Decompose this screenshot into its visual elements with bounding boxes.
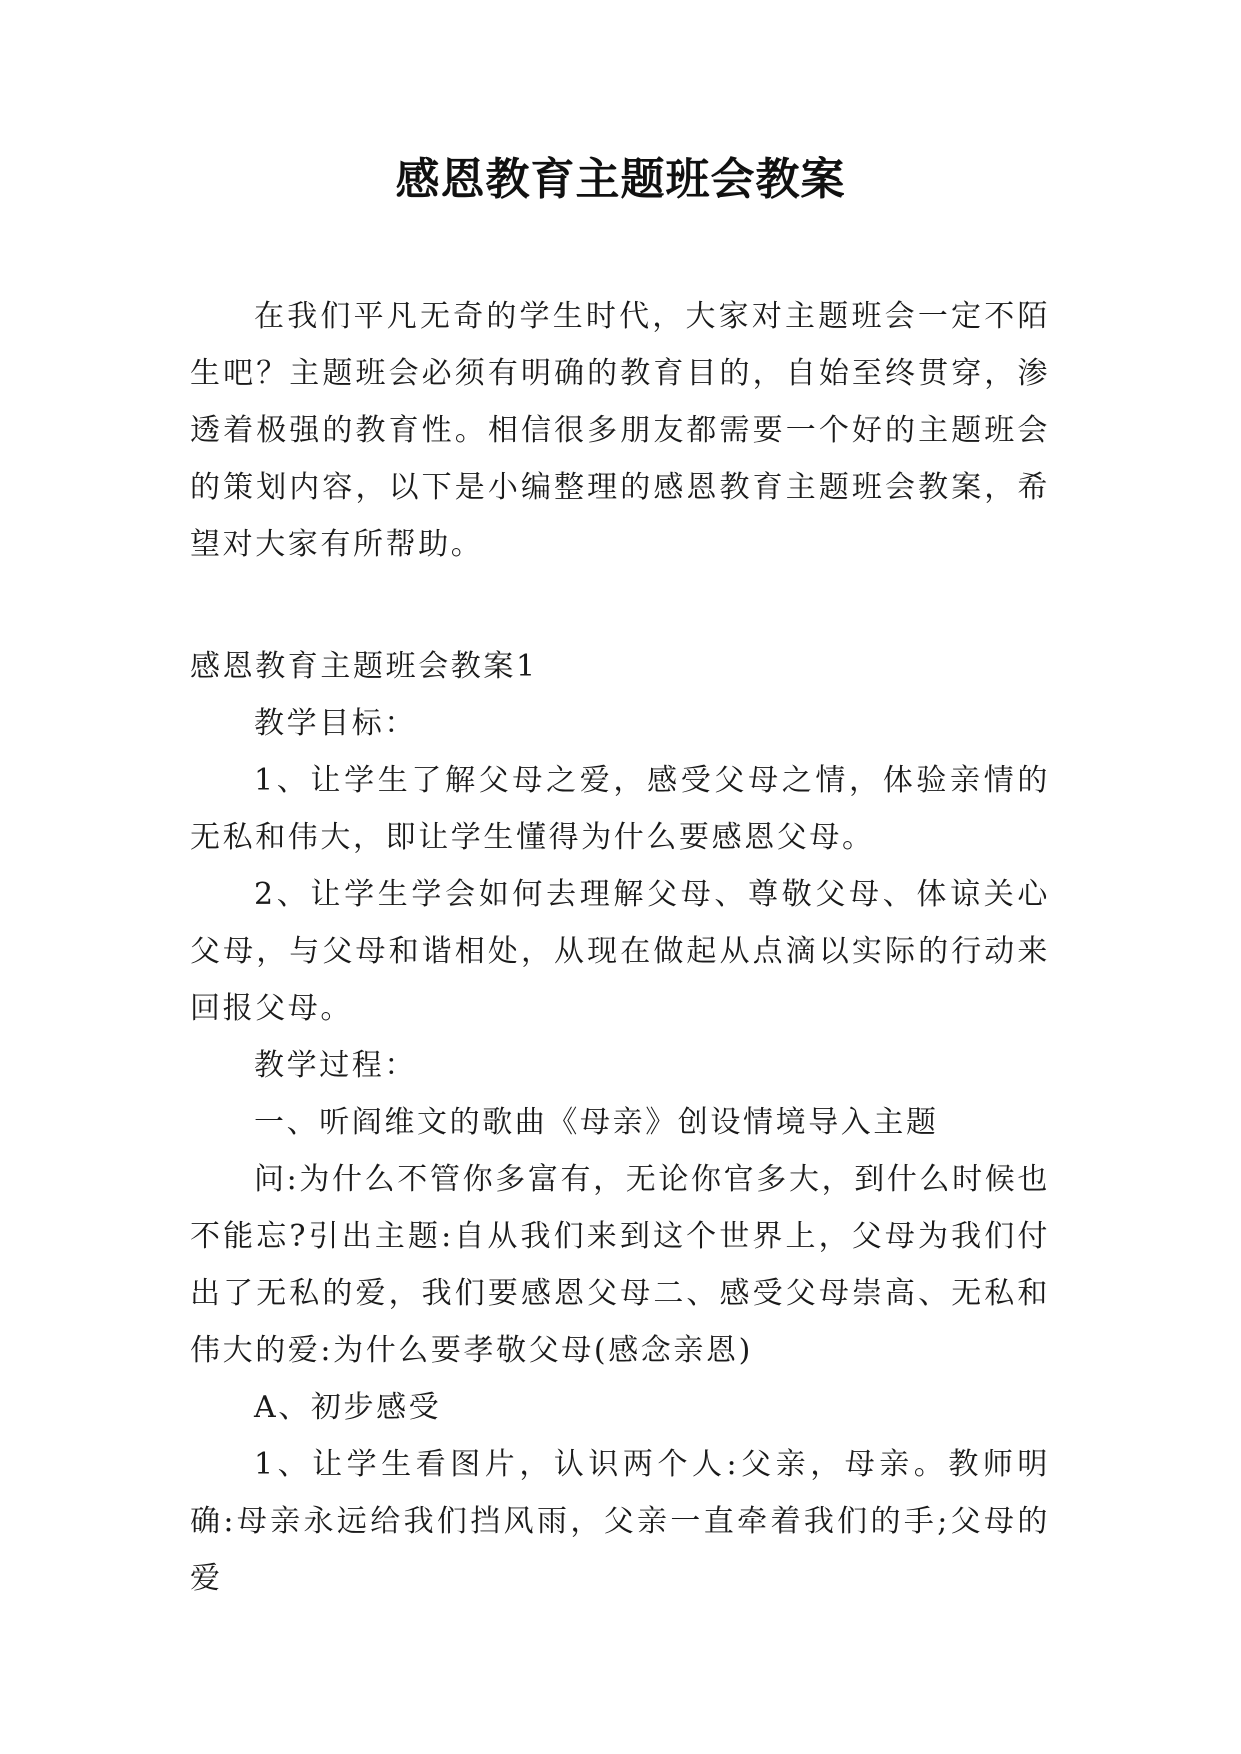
activity-item-1: 1、让学生看图片，认识两个人:父亲，母亲。教师明确:母亲永远给我们挡风雨，父亲一直牵着我们的手;父母的爱 — [190, 1447, 1050, 1596]
goal-item-2: 2、让学生学会如何去理解父母、尊敬父母、体谅关心父母，与父母和谐相处，从现在做起从点滴以实际的行动来回报父母。 — [190, 877, 1050, 1026]
teaching-process-label: 教学过程： — [254, 1048, 417, 1083]
goal-item-1: 1、让学生了解父母之爱，感受父母之情，体验亲情的无私和伟大，即让学生懂得为什么要感恩父母。 — [190, 763, 1050, 855]
intro-block — [190, 288, 1050, 573]
intro-paragraph: 在我们平凡无奇的学生时代，大家对主题班会一定不陌生吧？主题班会必须有明确的教育目的，自始至终贯穿，渗透着极强的教育性。相信很多朋友都需要一个好的主题班会的策划内容，以下是小编整理的感恩教育主题班会教案，希望对大家有所帮助。 — [190, 299, 1050, 562]
section-heading: 感恩教育主题班会教案1 — [190, 649, 538, 684]
lesson-plan-1 — [190, 638, 1050, 1607]
subsection-a: A、初步感受 — [254, 1390, 442, 1425]
teaching-goals-label: 教学目标： — [254, 706, 417, 741]
document-title: 感恩教育主题班会教案 — [395, 154, 846, 205]
process-step-1: 一、听阎维文的歌曲《母亲》创设情境导入主题 — [254, 1105, 939, 1140]
question-paragraph: 问:为什么不管你多富有，无论你官多大，到什么时候也不能忘?引出主题:自从我们来到这个世界上，父母为我们付出了无私的爱，我们要感恩父母二、感受父母崇高、无私和伟大的爱:为什么要孝敬父母(感念亲恩) — [190, 1162, 1050, 1368]
